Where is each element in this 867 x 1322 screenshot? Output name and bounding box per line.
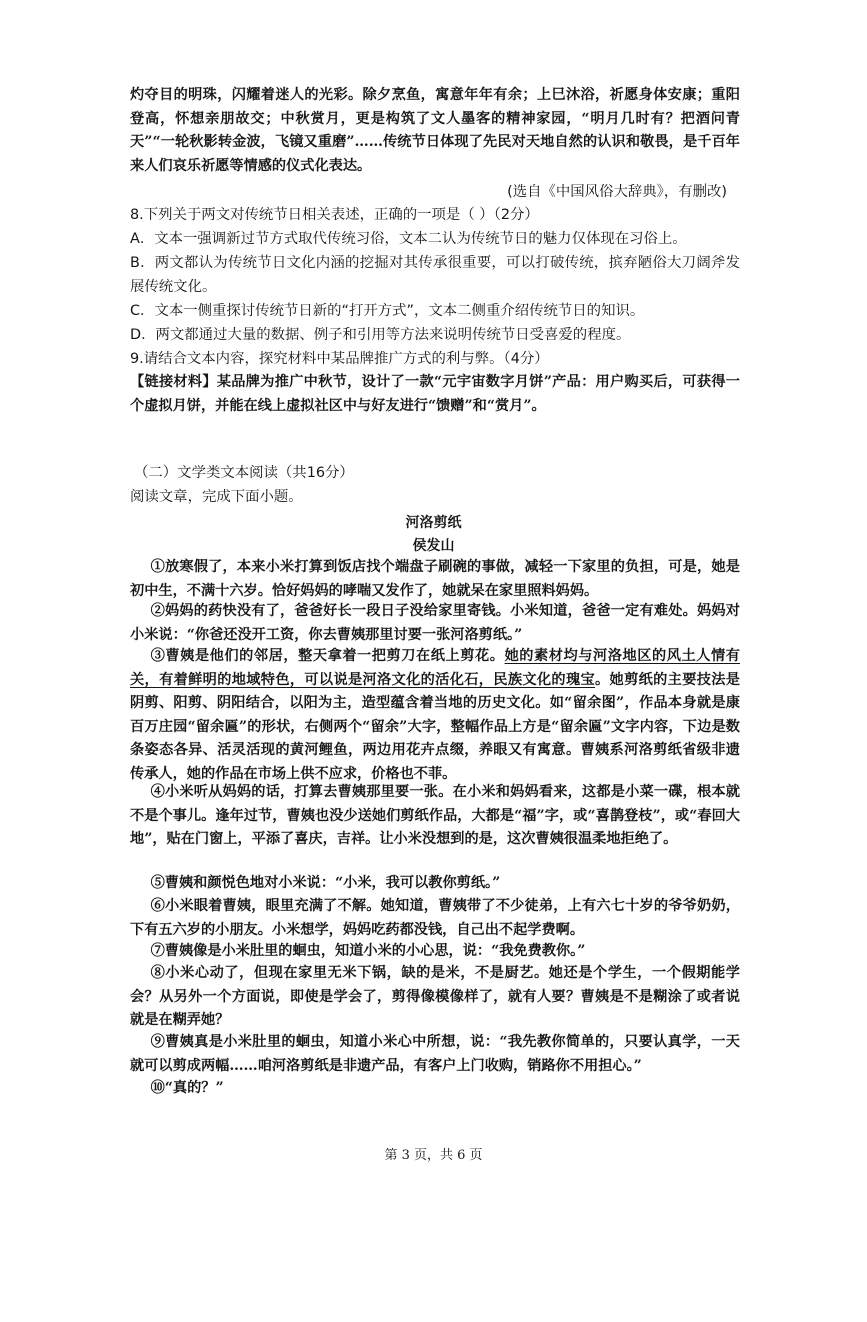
paragraph-3 bbox=[130, 645, 740, 787]
article-title: 河洛剪纸 bbox=[405, 515, 462, 531]
paragraph-6: ⑥小米眼着曹姨，眼里充满了不解。她知道，曹姨带了不少徒弟，上有六七十岁的爷爷奶奶，下有五六岁的小朋友。小米想学，妈妈吃药都没钱，自己出不起学费啊。 bbox=[130, 898, 740, 938]
intro-paragraph: 灼夺目的明珠，闪耀着迷人的光彩。除夕烹鱼，寓意年年有余；上巳沐浴，祈愿身体安康；重阳登高，怀想亲朋故交；中秋赏月，更是构筑了文人墨客的精神家园，“明月几时有？把酒问青天”“一轮秋影转金波，飞镜又重磨”……传统节日体现了先民对天地自然的认识和敬畏，是千百年来人们哀乐祈愿等情感的仪式化表达。 bbox=[130, 87, 740, 174]
section-heading: （二）文学类文本阅读（共16分） bbox=[134, 465, 354, 481]
paragraph-3-part-a: ③曹姨是他们的邻居，整天拿着一把剪刀在纸上剪花。 bbox=[150, 648, 505, 664]
question-8-option-d: D．两文都通过大量的数据、例子和引用等方法来说明传统节日受喜爱的程度。 bbox=[130, 327, 631, 343]
question-8-option-b: B．两文都认为传统节日文化内涵的挖掘对其传承很重要，可以打破传统，摈弃陋俗大刀阔斧发展传统文化。 bbox=[130, 255, 740, 295]
page-footer: 第 3 页，共 6 页 bbox=[384, 1148, 483, 1163]
reading-instruction: 阅读文章，完成下面小题。 bbox=[130, 489, 303, 505]
article-author: 侯发山 bbox=[412, 538, 455, 554]
question-8-option-c: C．文本一侧重探讨传统节日新的“打开方式”，文本二侧重介绍传统节日的知识。 bbox=[130, 303, 645, 319]
paragraph-9: ⑨曹姨真是小米肚里的蛔虫，知道小米心中所想，说：“我先教你简单的，只要认真学，一天就可以剪成两幅……咱河洛剪纸是非遗产品，有客户上门收购，销路你不用担心。” bbox=[130, 1034, 740, 1074]
question-8-stem: 8.下列关于两文对传统节日相关表述，正确的一项是（ ）（2分） bbox=[130, 207, 539, 223]
paragraph-4: ④小米听从妈妈的话，打算去曹姨那里要一张。在小米和妈妈看来，这都是小菜一碟，根本就不是个事儿。逢年过节，曹姨也没少送她们剪纸作品，大都是“福”字，或“喜鹊登枝”，或“春回大地”，贴在门窗上，平添了喜庆，吉祥。让小米没想到的是，这次曹姨很温柔地拒绝了。 bbox=[130, 784, 740, 848]
linked-material: 【链接材料】某品牌为推广中秋节，设计了一款“元宇宙数字月饼”产品：用户购买后，可获得一个虚拟月饼，并能在线上虚拟社区中与好友进行“馈赠”和“赏月”。 bbox=[130, 374, 740, 414]
underlined-sentence: 她的素材均与河洛地区的风土人情有关，有着鲜明的地域特色，可以说是河洛文化的活化石，民族文化的瑰宝 bbox=[130, 648, 740, 688]
paragraph-1: ①放寒假了，本来小米打算到饭店找个端盘子刷碗的事做，减轻一下家里的负担，可是，她是初中生，不满十六岁。恰好妈妈的哮喘又发作了，她就呆在家里照料妈妈。 bbox=[130, 559, 740, 599]
paragraph-5: ⑤曹姨和颜悦色地对小米说：“小米，我可以教你剪纸。” bbox=[150, 875, 501, 891]
question-9-stem: 9.请结合文本内容，探究材料中某品牌推广方式的利与弊。（4分） bbox=[130, 351, 549, 367]
question-8-option-a: A．文本一强调新过节方式取代传统习俗，文本二认为传统节日的魅力仅体现在习俗上。 bbox=[130, 231, 687, 247]
paragraph-3-part-b: 。她剪纸的主要技法是阴剪、阳剪、阴阳结合，以阳为主，造型蕴含着当地的历史文化。如“留余图”，作品本身就是康百万庄园“留余匾”的形状，右侧两个“留余”大字，整幅作品上方是“留余匾”文字内容，下边是数条姿态各异、活灵活现的黄河鲤鱼，两边用花卉点缀，养眼又有寓意。曹姨系河洛剪纸省级非遗传承人，她的作品在市场上供不应求，价格也不菲。 bbox=[130, 671, 740, 782]
paragraph-8: ⑧小米心动了，但现在家里无米下锅，缺的是米，不是厨艺。她还是个学生，一个假期能学会？从另外一个方面说，即使是学会了，剪得像模像样了，就有人要？曹姨是不是糊涂了或者说就是在糊弄她？ bbox=[130, 965, 740, 1029]
paragraph-7: ⑦曹姨像是小米肚里的蛔虫，知道小米的小心思，说：“我免费教你。” bbox=[150, 943, 586, 959]
paragraph-10: ⑩“真的？” bbox=[150, 1080, 224, 1096]
source-note: (选自《中国风俗大辞典》，有删改) bbox=[507, 184, 727, 200]
paragraph-2: ②妈妈的药快没有了，爸爸好长一段日子没给家里寄钱。小米知道，爸爸一定有难处。妈妈对小米说：“你爸还没开工资，你去曹姨那里讨要一张河洛剪纸。” bbox=[130, 603, 740, 643]
